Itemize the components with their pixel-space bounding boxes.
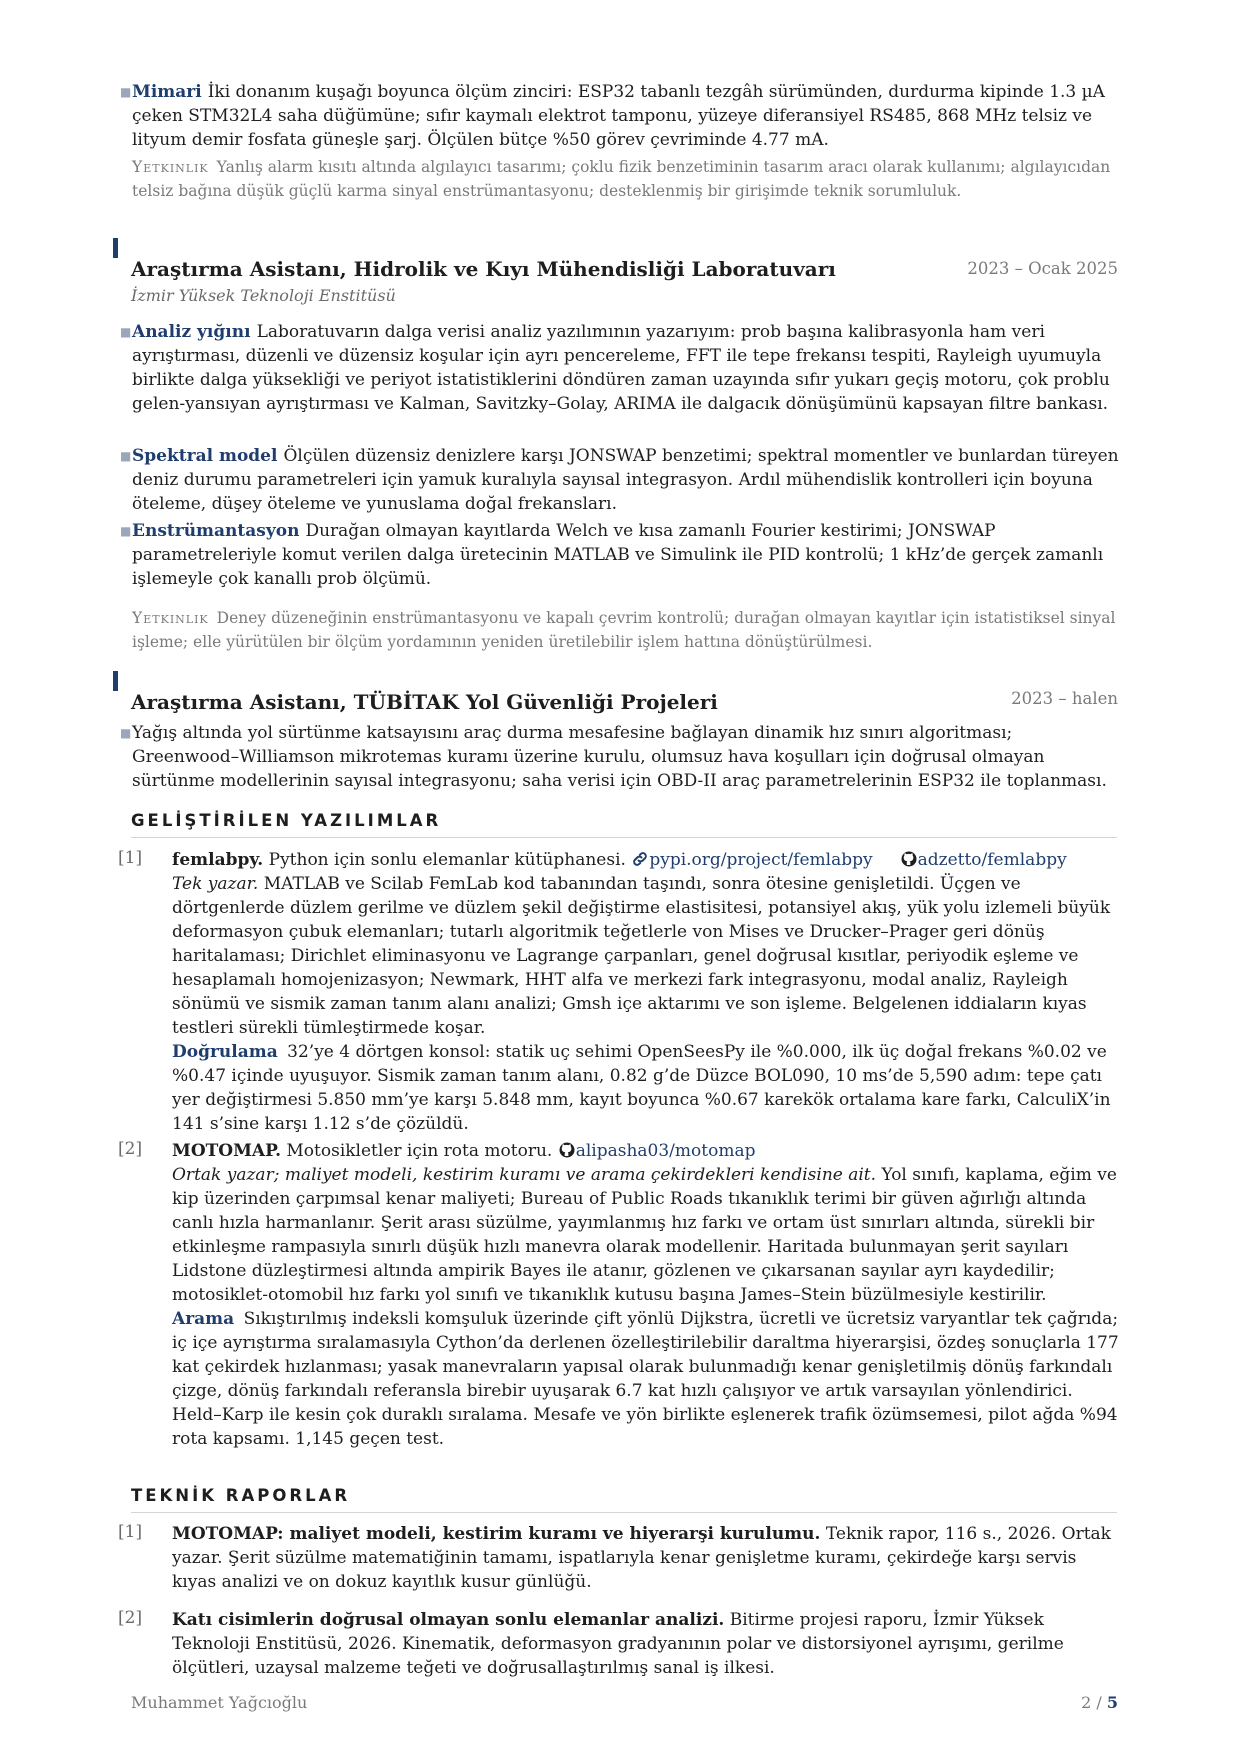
bullet-text: Durağan olmayan kayıtlarda Welch ve kısa zamanlı Fourier kestirimi; JONSWAP parametreleriyle komut verilen dalga üretecinin MATLAB ve Simulink ile PID kontrolü; 1 kHz’de gerçek zamanlı işlemeyle çok kanallı prob ölçümü. — [132, 521, 1104, 589]
report-title: MOTOMAP: maliyet modeli, kestirim kuramı ve hiyerarşi kurulumu. — [172, 1524, 821, 1544]
job-accent-bar — [113, 238, 118, 258]
entry-subtext: Sıkıştırılmış indeksli komşuluk üzerinde çift yönlü Dijkstra, ücretli ve ücretsiz varyantlar tek çağrıda; iç içe ayrıştırma sıralamasıyla Cython’da derlenen özelleştirilebilir daraltma hiyerarşisi, özdeş sonuçlarla 177 kat çekirdek hızlanması; yasak manevraların yapısal olarak bulunmadığı kenar genişletilmiş dönüş farkındalı çizge, dönüş farkındalı referansla birebir uyuşarak 6.7 kat hızlı çalışıyor ve artık varsayılan yönlendirici. Held–Karp ile kesin çok duraklı sıralama. Mesafe ve yön birlikte eşlenerek trafik özümsemesi, pilot ağda %94 rota kapsamı. 1,145 geçen test. — [172, 1309, 1119, 1449]
bullet-marker-icon: ■ — [120, 85, 132, 99]
bullet-text: Ölçülen düzensiz denizlere karşı JONSWAP benzetimi; spektral momentler ve bunlardan türeyen deniz durumu parametreleri için yamuk kuralıyla sayısal integrasyon. Ardıl mühendislik kontrolleri için boyuna öteleme, düşey öteleme ve yunuslama doğal frekansları. — [132, 446, 1119, 514]
competence-tag: Yetkinlik — [132, 158, 209, 176]
job-bullet — [120, 320, 1122, 416]
footer-author-name: Muhammet Yağcıoğlu — [131, 1693, 308, 1712]
entry-subheading: Doğrulama — [172, 1042, 278, 1062]
github-icon — [900, 850, 918, 868]
entry-description: Python için sonlu elemanlar kütüphanesi. — [268, 850, 626, 870]
section-divider — [131, 1512, 1117, 1513]
job-bullet — [120, 444, 1122, 516]
github-link[interactable]: adzetto/femlabpy — [917, 850, 1067, 870]
competence-text: Deney düzeneğinin enstrümantasyonu ve kapalı çevrim kontrolü; durağan olmayan kayıtlar için istatistiksel sinyal işleme; elle yürütülen bir ölçüm yordamının yeniden üretilebilir işlem hattına dönüştürülmesi. — [132, 609, 1116, 651]
entry-body: MATLAB ve Scilab FemLab kod tabanından taşındı, sonra ötesine genişletildi. Üçgen ve dörtgenlerde düzlem gerilme ve düzlem şekil değiştirme elastisitesi, potansiyel akış, yük yolu izlemeli büyük deformasyon çubuk elemanları; tutarlı algoritmik teğetlerle von Mises ve Drucker–Prager geri dönüş haritalaması; Dirichlet eliminasyonu ve Lagrange çarpanları, genel doğrusal kısıtlar, periyodik eşleme ve hesaplamalı homojenizasyon; Newmark, HHT alfa ve merkezi fark integrasyonu, modal analiz, Rayleigh sönümü ve sismik zaman tanım alanı analizi; Gmsh içe aktarımı ve son işleme. Belgelenen iddiaların kıyas testleri sürekli tümleştirmede koşar. — [172, 874, 1111, 1038]
bullet-lead: Enstrümantasyon — [132, 521, 300, 541]
software-entry — [172, 848, 1120, 1136]
link-icon — [631, 850, 649, 868]
competence-tag: Yetkinlik — [132, 609, 209, 627]
entry-subheading: Arama — [172, 1309, 235, 1329]
architecture-bullet — [120, 80, 1122, 152]
page-separator: / — [1091, 1693, 1107, 1712]
bullet-lead: Analiz yığını — [132, 322, 251, 342]
bullet-text: Yağış altında yol sürtünme katsayısını araç durma mesafesine bağlayan dinamik hız sınırı algoritması; Greenwood–Williamson mikrotemas kuramı üzerine kurulu, olumsuz hava koşulları için doğrusal olmayan sürtünme modellerinin sayısal integrasyonu; saha verisi için OBD-II araç parametrelerinin ESP32 ile toplanması. — [132, 723, 1107, 791]
entry-body: Yol sınıfı, kaplama, eğim ve kip üzerinden çarpımsal kenar maliyeti; Bureau of Public Roads tıkanıklık terimi bir güven ağırlığı altında canlı hızla harmanlanır. Şerit arası süzülme, yayımlanmış hız farkı ve ortam üst sınırları altında, sürekli bir etkinleşme rampasıyla sınırlı düşük hızlı manevra olarak modellenir. Haritada bulunmayan şerit sayıları Lidstone düzleştirmesi altında ampirik Bayes ile atanır, gözlenen ve çıkarsanan sayılar ayrı kaydedilir; motosiklet-otomobil hız farkı yol sınıfı ve tıkanıklık kutusu başına James–Stein büzülmesiyle kestirilir. — [172, 1165, 1117, 1305]
page-indicator — [1081, 1693, 1118, 1712]
entry-number: [2] — [118, 1608, 143, 1628]
entry-subtext: 32’ye 4 dörtgen konsol: statik uç sehimi OpenSeesPy ile %0.000, ilk üç doğal frekans %0.02 ve %0.47 içinde uyuşuyor. Sismik zaman tanım alanı, 0.82 g’de Düzce BOL090, 10 ms’de 5,590 adım: tepe çatı yer değiştirmesi 5.850 mm’ye karşı 5.848 mm, kayıt boyunca %0.67 karekök ortalama kare farkı, CalculiX’in 141 s’sine karşı 1.12 s’de çözüldü. — [172, 1042, 1111, 1134]
software-entry — [172, 1139, 1120, 1451]
entry-role: Tek yazar. — [172, 874, 259, 894]
competence-block — [132, 606, 1122, 654]
section-heading-software: GELİŞTİRİLEN YAZILIMLAR — [131, 811, 442, 830]
github-link[interactable]: alipasha03/motomap — [575, 1141, 756, 1161]
section-divider — [131, 837, 1117, 838]
section-heading-reports: TEKNİK RAPORLAR — [131, 1486, 351, 1505]
job-accent-bar — [113, 671, 118, 691]
report-body: Kinematik, deformasyon gradyanının polar ve distorsiyonel ayrışımı, gerilme ölçütleri, uzaysal malzeme teğeti ve doğrusallaştırılmış sanal iş ilkesi. — [172, 1634, 1064, 1678]
entry-number: [1] — [118, 1522, 143, 1542]
report-entry — [172, 1608, 1120, 1680]
report-title: Katı cisimlerin doğrusal olmayan sonlu elemanlar analizi. — [172, 1610, 725, 1630]
bullet-marker-icon: ■ — [120, 726, 132, 740]
bullet-text: Laboratuvarın dalga verisi analiz yazılımının yazarıyım: prob başına kalibrasyonla ham veri ayrıştırması, düzenli ve düzensiz koşular için ayrı pencereleme, FFT ile tepe frekansı tespiti, Rayleigh uyumuyla birlikte dalga yüksekliği ve periyot istatistiklerini döndüren zaman uzayında sıfır yukarı geçiş motoru, çok problu gelen-yansıyan ayrıştırması ve Kalman, Savitzky–Golay, ARIMA ile dalgacık dönüşümünü kapsayan filtre bankası. — [132, 322, 1110, 414]
job-date: 2023 – Ocak 2025 — [967, 259, 1118, 278]
bullet-text: İki donanım kuşağı boyunca ölçüm zinciri: ESP32 tabanlı tezgâh sürümünden, durdurma kipinde 1.3 µA çeken STM32L4 saha düğümüne; sıfır kaymalı elektrot tamponu, yüzeye diferansiyel RS485, 868 MHz telsiz ve lityum demir fosfata güneşle şarj. Ölçülen bütçe %50 görev çevriminde 4.77 mA. — [132, 82, 1105, 150]
job-title: Araştırma Asistanı, TÜBİTAK Yol Güvenliği Projeleri — [131, 690, 718, 714]
page-current: 2 — [1081, 1693, 1092, 1712]
entry-number: [1] — [118, 848, 143, 868]
bullet-lead: Spektral model — [132, 446, 278, 466]
github-icon — [558, 1141, 576, 1159]
report-meta: Bitirme projesi raporu, İzmir Yüksek Teknoloji Enstitüsü, 2026. — [172, 1610, 1044, 1654]
job-bullet — [120, 519, 1122, 591]
bullet-marker-icon: ■ — [120, 325, 132, 339]
competence-text: Yanlış alarm kısıtı altında algılayıcı tasarımı; çoklu fizik benzetiminin tasarım aracı olarak kullanımı; algılayıcıdan telsiz bağına düşük güçlü karma sinyal enstrümantasyonu; desteklenmiş bir girişimde teknik sorumluluk. — [132, 158, 1111, 200]
entry-title: MOTOMAP. — [172, 1141, 281, 1161]
competence-block — [132, 155, 1122, 203]
bullet-marker-icon: ■ — [120, 524, 132, 538]
entry-number: [2] — [118, 1139, 143, 1159]
report-meta: Teknik rapor, 116 s., 2026. — [825, 1524, 1057, 1544]
page-total: 5 — [1106, 1693, 1118, 1712]
job-title: Araştırma Asistanı, Hidrolik ve Kıyı Mühendisliği Laboratuvarı — [131, 257, 836, 281]
job-date: 2023 – halen — [1011, 689, 1118, 708]
report-entry — [172, 1522, 1120, 1594]
bullet-marker-icon: ■ — [120, 449, 132, 463]
job-organization: İzmir Yüksek Teknoloji Enstitüsü — [131, 286, 396, 305]
bullet-lead: Mimari — [132, 82, 202, 102]
report-body: Ortak yazar. Şerit süzülme matematiğinin tamamı, ispatlarıyla kenar genişletme kuramı, çekirdeğe karşı servis kıyas analizi ve on dokuz kayıtlık kusur günlüğü. — [172, 1524, 1111, 1592]
entry-title: femlabpy. — [172, 850, 264, 870]
entry-description: Motosikletler için rota motoru. — [286, 1141, 553, 1161]
job-bullet — [120, 721, 1122, 793]
pypi-link[interactable]: pypi.org/project/femlabpy — [649, 850, 873, 870]
entry-role: Ortak yazar; maliyet modeli, kestirim kuramı ve arama çekirdekleri kendisine ait. — [172, 1165, 877, 1185]
